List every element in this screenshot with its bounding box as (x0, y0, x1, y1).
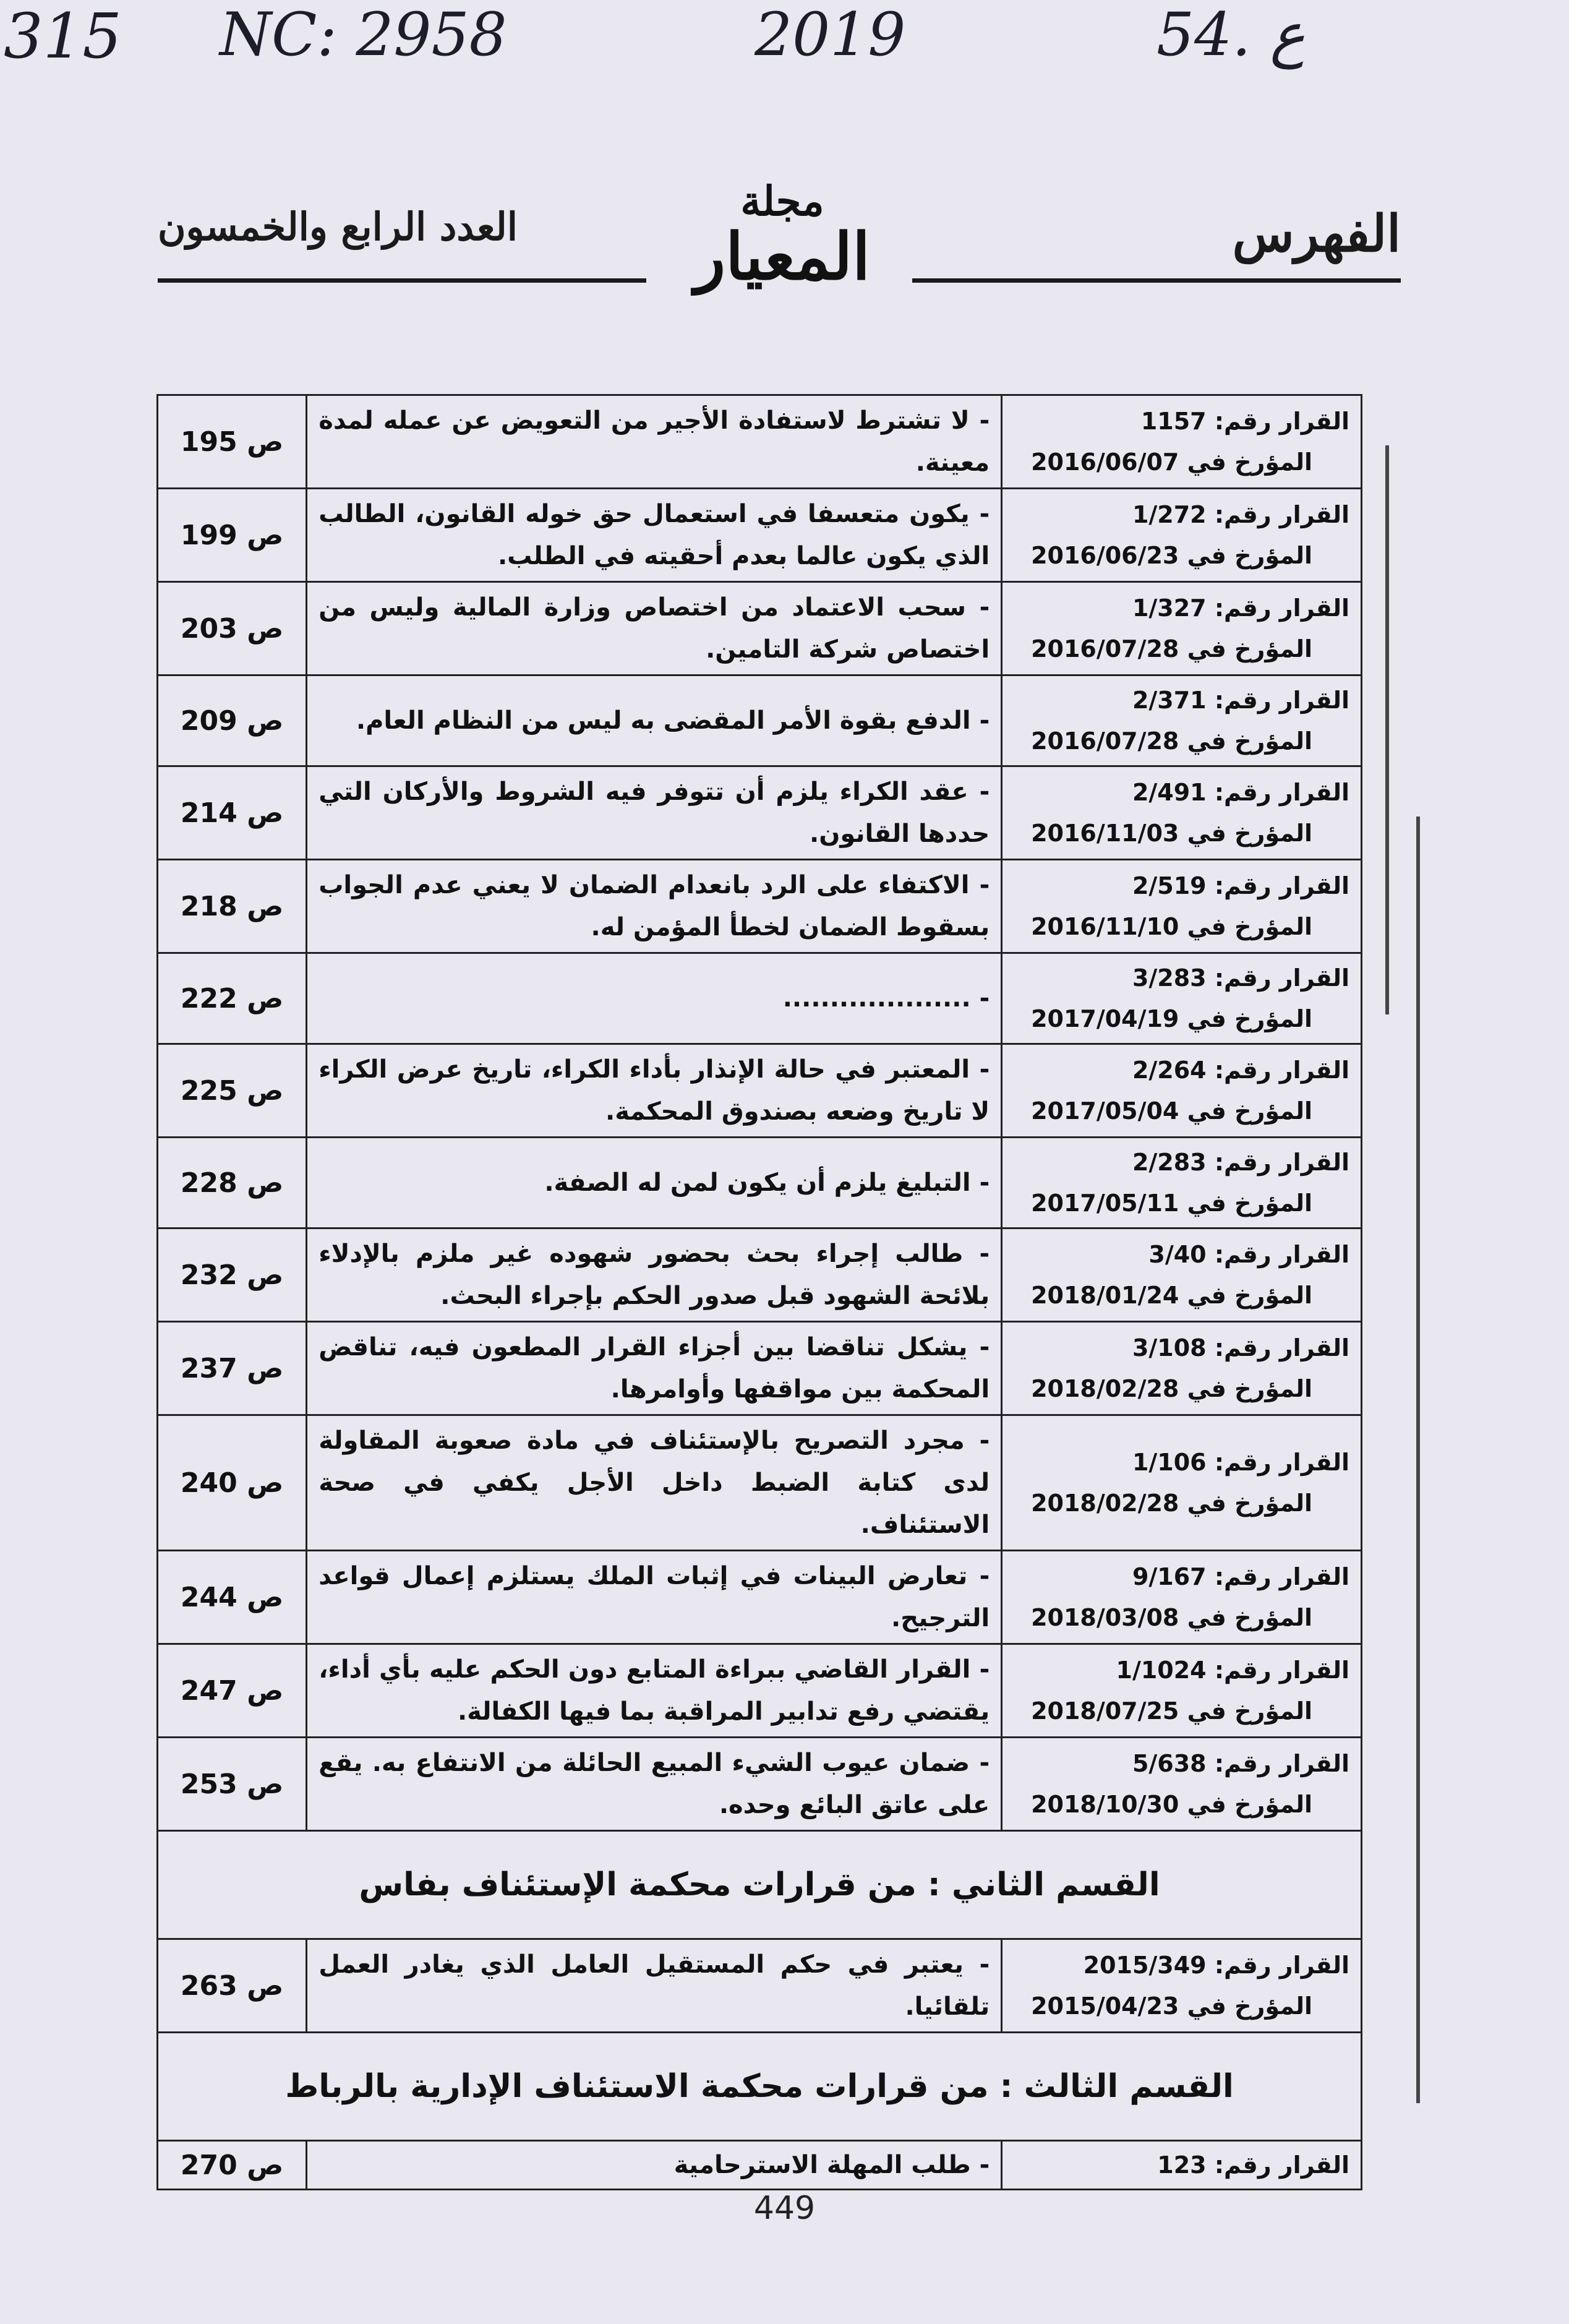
index-row (158, 1044, 1362, 1138)
decision-summary: - الدفع بقوة الأمر المقضى به ليس من النظام العام. (307, 675, 1002, 766)
decision-ref: القرار رقم: 5/638 المؤرخ في 2018/10/30 (1002, 1738, 1362, 1831)
decision-summary: - سحب الاعتماد من اختصاص وزارة المالية وليس من اختصاص شركة التامين. (307, 582, 1002, 675)
decision-date: 2016/07/28 (1031, 635, 1179, 662)
decision-ref: القرار رقم: 1/1024 المؤرخ في 2018/07/25 (1002, 1644, 1362, 1738)
decision-summary: - لا تشترط لاستفادة الأجير من التعويض عن عمله لمدة معينة. (307, 395, 1002, 489)
decision-ref: القرار رقم: 3/283 المؤرخ في 2017/04/19 (1002, 953, 1362, 1044)
decision-summary: - طالب إجراء بحث بحضور شهوده غير ملزم بالإدلاء بلائحة الشهود قبل صدور الحكم بإجراء البحث. (307, 1228, 1002, 1322)
page-ref: ص 222 (158, 953, 307, 1044)
index-row (158, 1228, 1362, 1322)
decision-date: 2016/06/07 (1031, 448, 1179, 476)
decision-ref: القرار رقم: 1/327 المؤرخ في 2016/07/28 (1002, 582, 1362, 675)
page-ref: ص 253 (158, 1738, 307, 1831)
decision-date: 2018/02/28 (1031, 1375, 1179, 1402)
page-ref: ص 247 (158, 1644, 307, 1738)
decision-summary: - .................... (307, 953, 1002, 1044)
decision-ref: القرار رقم: 9/167 المؤرخ في 2018/03/08 (1002, 1551, 1362, 1644)
index-title: الفهرس (1232, 204, 1401, 264)
index-row (158, 1738, 1362, 1831)
logo-top-text: مجلة (740, 177, 824, 225)
decision-number: 2/283 (1132, 1149, 1207, 1176)
decision-number: 3/40 (1148, 1241, 1207, 1268)
logo-main-text: المعيار (694, 218, 871, 294)
decision-ref: القرار رقم: 2/264 المؤرخ في 2017/05/04 (1002, 1044, 1362, 1138)
index-row (158, 953, 1362, 1044)
page-ref: ص 240 (158, 1415, 307, 1551)
decision-number: 3/283 (1132, 964, 1207, 992)
decision-ref: القرار رقم: 1157 المؤرخ في 2016/06/07 (1002, 395, 1362, 489)
index-row (158, 766, 1362, 860)
decision-number: 1/327 (1132, 594, 1207, 622)
page-ref: ص 225 (158, 1044, 307, 1138)
decision-date: 2018/03/08 (1031, 1604, 1179, 1631)
decision-date: 2016/11/03 (1031, 820, 1179, 847)
index-row (158, 860, 1362, 953)
decision-ref: القرار رقم: 2015/349 المؤرخ في 2015/04/23 (1002, 1939, 1362, 2033)
index-row (158, 675, 1362, 766)
page-ref: ص 237 (158, 1322, 307, 1415)
decision-ref: القرار رقم: 2/371 المؤرخ في 2016/07/28 (1002, 675, 1362, 766)
decision-summary: - يشكل تناقضا بين أجزاء القرار المطعون فيه، تناقض المحكمة بين مواقفها وأوامرها. (307, 1322, 1002, 1415)
page-ref: ص 195 (158, 395, 307, 489)
decision-date: 2018/07/25 (1031, 1697, 1179, 1725)
margin-line (1385, 445, 1389, 1014)
decision-ref: القرار رقم: 123 (1002, 2141, 1362, 2190)
decision-number: 123 (1157, 2151, 1207, 2179)
decision-ref: القرار رقم: 2/283 المؤرخ في 2017/05/11 (1002, 1138, 1362, 1228)
decision-date: 2016/06/23 (1031, 542, 1179, 569)
decision-date: 2018/01/24 (1031, 1282, 1179, 1309)
decision-ref: القرار رقم: 1/272 المؤرخ في 2016/06/23 (1002, 489, 1362, 582)
decision-date: 2017/05/11 (1031, 1190, 1179, 1217)
decision-number: 2/519 (1132, 872, 1207, 899)
decision-date: 2015/04/23 (1031, 1992, 1179, 2020)
decision-number: 1/106 (1132, 1449, 1207, 1476)
decision-number: 2/491 (1132, 779, 1207, 806)
handwritten-call-number: NC: 2958 (220, 0, 507, 69)
decision-summary: - يكون متعسفا في استعمال حق خوله القانون، الطالب الذي يكون عالما بعدم أحقيته في الطلب. (307, 489, 1002, 582)
decision-ref: القرار رقم: 1/106 المؤرخ في 2018/02/28 (1002, 1415, 1362, 1551)
issue-title: العدد الرابع والخمسون (158, 204, 518, 249)
decision-summary: - طلب المهلة الاسترحامية (307, 2141, 1002, 2190)
index-row (158, 489, 1362, 582)
decision-ref: القرار رقم: 3/108 المؤرخ في 2018/02/28 (1002, 1322, 1362, 1415)
decision-date: 2017/04/19 (1031, 1005, 1179, 1032)
handwritten-code: 315 (4, 0, 122, 72)
index-row (158, 1138, 1362, 1228)
page-ref: ص 263 (158, 1939, 307, 2033)
handwritten-year: 2019 (755, 0, 906, 69)
decision-ref: القرار رقم: 3/40 المؤرخ في 2018/01/24 (1002, 1228, 1362, 1322)
header-rule-right (912, 278, 1401, 283)
decision-summary: - يعتبر في حكم المستقيل العامل الذي يغادر العمل تلقائيا. (307, 1939, 1002, 2033)
section2-title: القسم الثاني : من قرارات محكمة الإستئناف بفاس (158, 1831, 1362, 1939)
index-row (158, 1415, 1362, 1551)
decision-number: 2/371 (1132, 687, 1207, 714)
decision-number: 2015/349 (1083, 1952, 1207, 1979)
page-ref: ص 199 (158, 489, 307, 582)
journal-logo (683, 177, 881, 294)
page-ref: ص 218 (158, 860, 307, 953)
decision-summary: - الاكتفاء على الرد بانعدام الضمان لا يعني عدم الجواب بسقوط الضمان لخطأ المؤمن له. (307, 860, 1002, 953)
decision-number: 9/167 (1132, 1563, 1207, 1590)
decision-number: 5/638 (1132, 1750, 1207, 1777)
section3-title: القسم الثالث : من قرارات محكمة الاستئناف الإدارية بالرباط (158, 2033, 1362, 2141)
decision-number: 3/108 (1132, 1334, 1207, 1361)
decision-ref: القرار رقم: 2/491 المؤرخ في 2016/11/03 (1002, 766, 1362, 860)
decision-date: 2017/05/04 (1031, 1097, 1179, 1125)
decision-number: 1157 (1140, 408, 1207, 435)
decision-number: 2/264 (1132, 1057, 1207, 1084)
decision-number: 1/1024 (1116, 1657, 1207, 1684)
handwritten-shelf: 54. ع (1156, 0, 1306, 69)
decision-summary: - ضمان عيوب الشيء المبيع الحائلة من الانتفاع به. يقع على عاتق البائع وحده. (307, 1738, 1002, 1831)
index-row (158, 582, 1362, 675)
index-row (158, 1644, 1362, 1738)
header-rule-left (158, 278, 646, 283)
decision-summary: - مجرد التصريح بالإستئناف في مادة صعوبة المقاولة لدى كتابة الضبط داخل الأجل يكفي في صحة الاستئناف. (307, 1415, 1002, 1551)
decision-summary: - التبليغ يلزم أن يكون لمن له الصفة. (307, 1138, 1002, 1228)
page-ref: ص 244 (158, 1551, 307, 1644)
page-header (158, 179, 1401, 297)
page-ref: ص 232 (158, 1228, 307, 1322)
page-ref: ص 203 (158, 582, 307, 675)
decision-summary: - القرار القاضي ببراءة المتابع دون الحكم عليه بأي أداء، يقتضي رفع تدابير المراقبة بما فيها الكفالة. (307, 1644, 1002, 1738)
margin-line (1416, 817, 1420, 2103)
decision-date: 2016/07/28 (1031, 727, 1179, 755)
decision-summary: - المعتبر في حالة الإنذار بأداء الكراء، تاريخ عرض الكراء لا تاريخ وضعه بصندوق المحكمة. (307, 1044, 1002, 1138)
index-table (156, 394, 1362, 2190)
decision-ref: القرار رقم: 2/519 المؤرخ في 2016/11/10 (1002, 860, 1362, 953)
decision-summary: - عقد الكراء يلزم أن تتوفر فيه الشروط والأركان التي حددها القانون. (307, 766, 1002, 860)
page-ref: ص 270 (158, 2141, 307, 2190)
decision-summary: - تعارض البينات في إثبات الملك يستلزم إعمال قواعد الترجيح. (307, 1551, 1002, 1644)
index-row (158, 1322, 1362, 1415)
page-ref: ص 209 (158, 675, 307, 766)
index-row (158, 1551, 1362, 1644)
page-ref: ص 228 (158, 1138, 307, 1228)
decision-date: 2016/11/10 (1031, 913, 1179, 940)
page-ref: ص 214 (158, 766, 307, 860)
decision-date: 2018/10/30 (1031, 1791, 1179, 1818)
index-row (158, 395, 1362, 489)
decision-date: 2018/02/28 (1031, 1490, 1179, 1517)
decision-number: 1/272 (1132, 501, 1207, 528)
page-number: 449 (753, 2190, 816, 2227)
